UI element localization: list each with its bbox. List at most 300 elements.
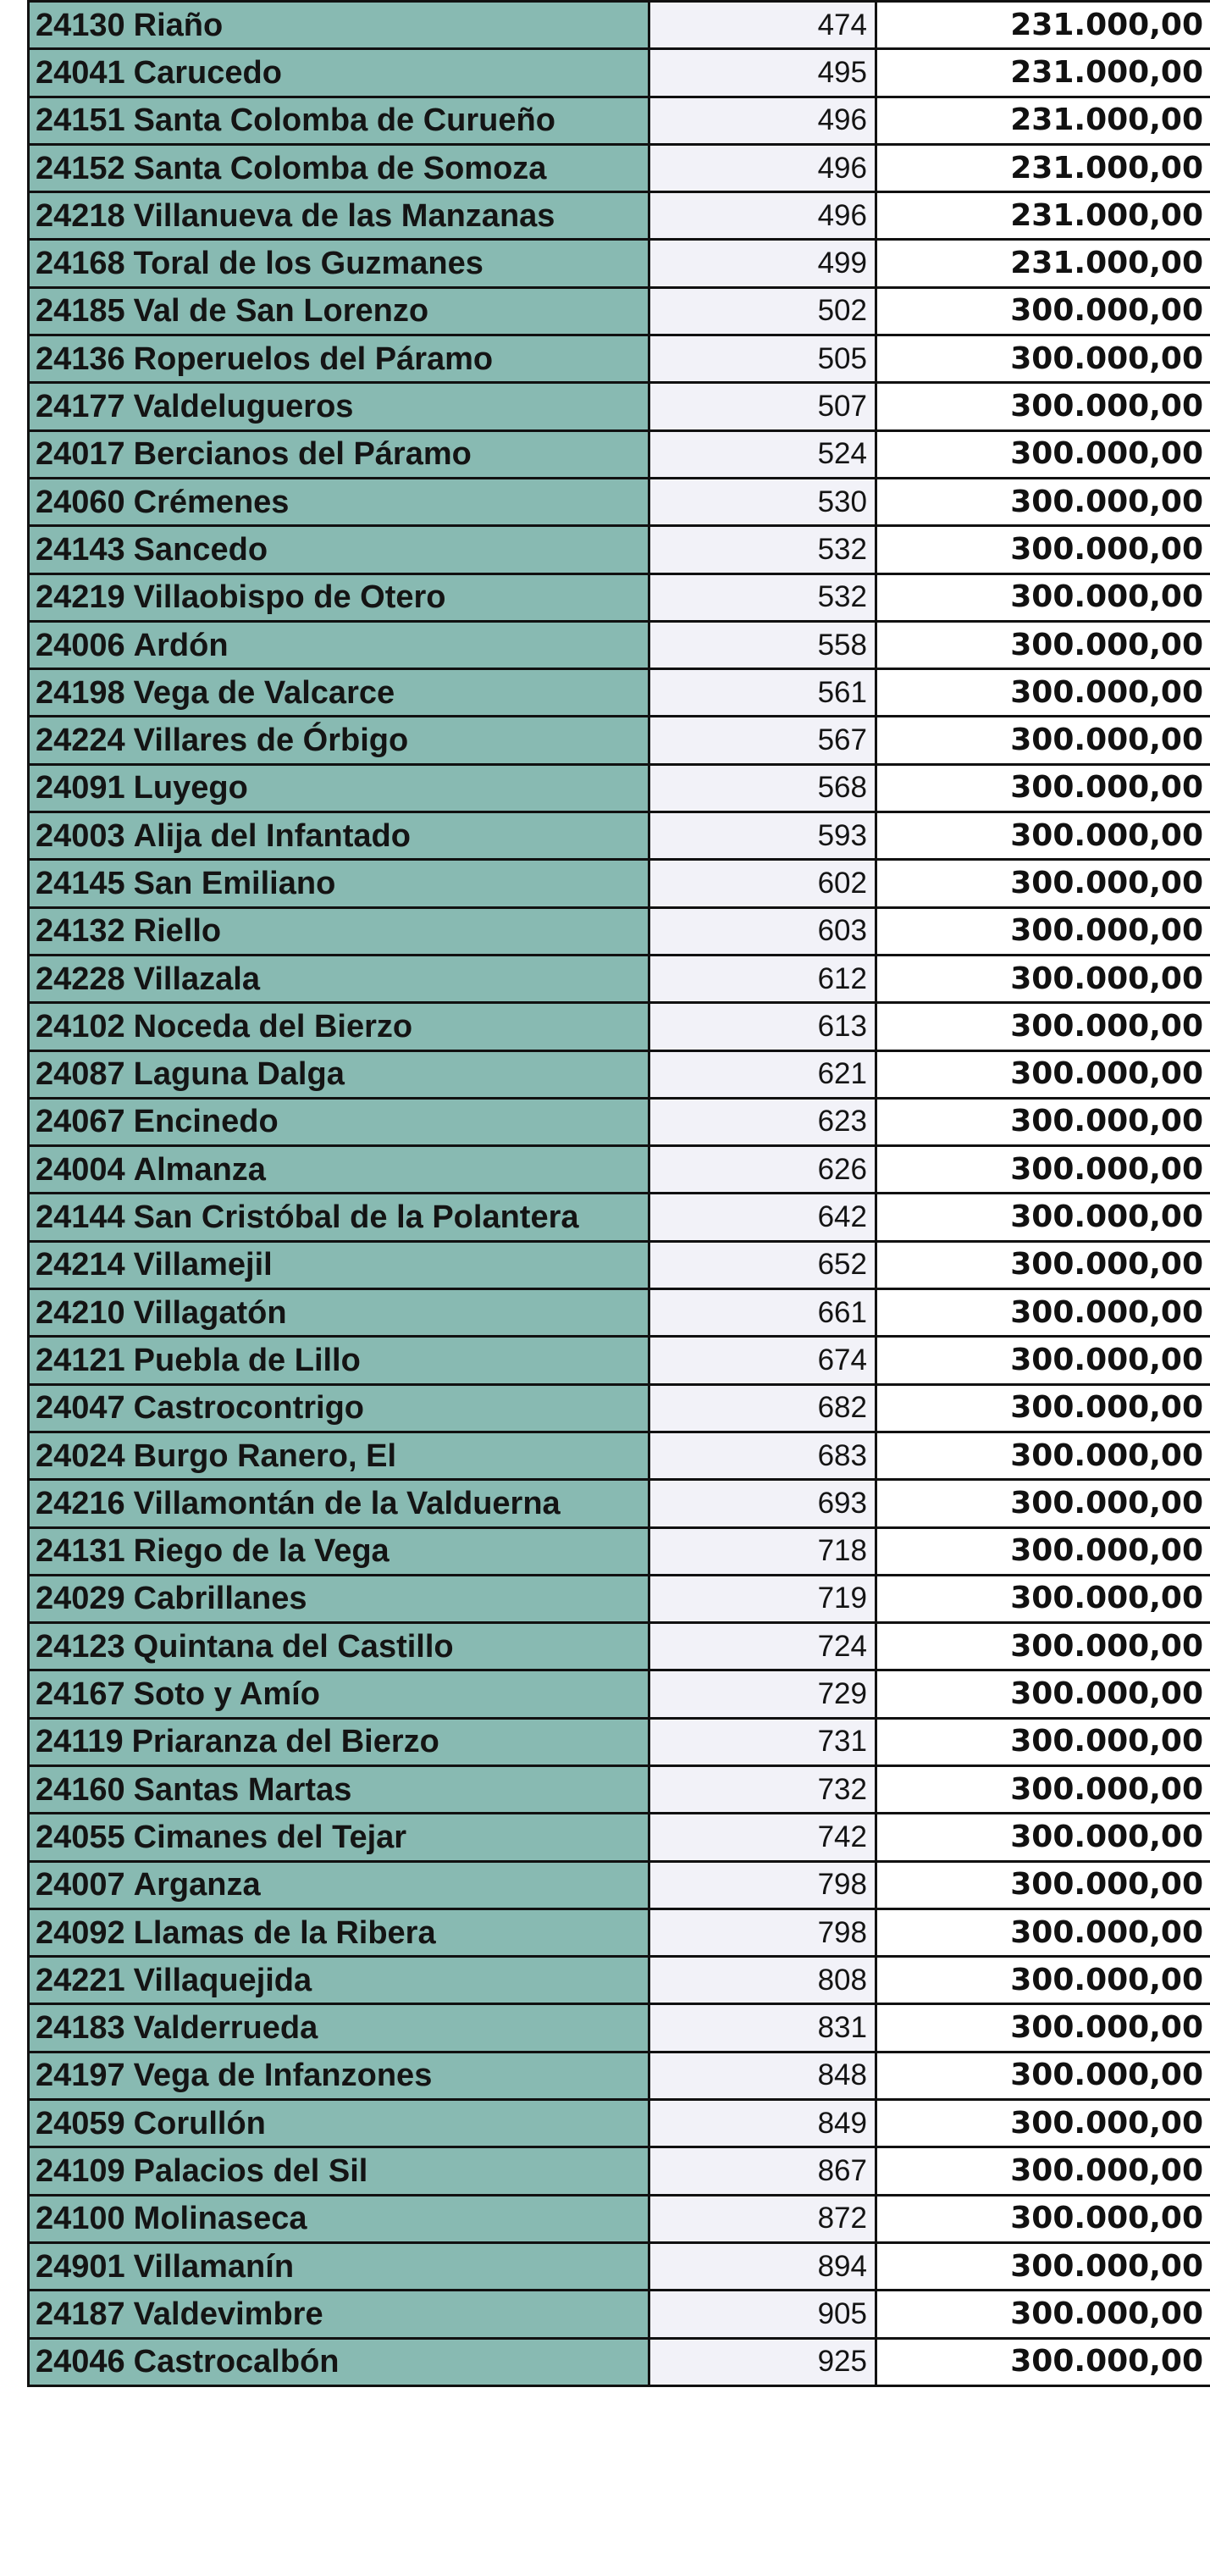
amount-value: 300.000,00 [1010,1628,1203,1664]
municipality-cell[interactable] [29,2052,649,2099]
amount-cell[interactable] [876,621,1210,668]
amount-cell[interactable] [876,2242,1210,2290]
municipality-name: Crémenes [133,484,290,520]
amount-value: 300.000,00 [1010,1581,1203,1616]
amount-value: 300.000,00 [1010,1676,1203,1712]
municipality-label [30,1864,648,1906]
municipality-label [30,99,648,141]
amount-cell[interactable] [876,907,1210,955]
amount-value: 300.000,00 [1010,579,1203,615]
number-cell[interactable] [649,955,876,1002]
municipality-name: Ardón [133,627,229,663]
municipality-label [30,2007,648,2049]
number-cell[interactable] [649,1623,876,1670]
municipality-code: 24216 [36,1485,125,1521]
number-value: 732 [817,1772,867,1806]
municipality-name: Riaño [133,7,224,43]
municipality-cell[interactable] [29,2242,649,2290]
number-cell[interactable] [649,430,876,478]
municipality-code: 24092 [36,1914,125,1951]
table-row [29,1718,1210,1765]
municipality-label [30,1387,648,1429]
table-row [29,1670,1210,1718]
number-value: 925 [817,2345,867,2379]
number-value: 530 [817,485,867,518]
number-cell[interactable] [649,1765,876,1813]
amount-cell[interactable] [876,1670,1210,1718]
table-row [29,812,1210,860]
municipality-cell[interactable] [29,1575,649,1622]
amount-cell[interactable] [876,669,1210,717]
municipality-cell[interactable] [29,1670,649,1718]
municipality-cell[interactable] [29,1337,649,1384]
amount-cell[interactable] [876,1575,1210,1622]
municipality-name: Riello [133,913,222,950]
number-cell[interactable] [649,2100,876,2147]
amount-value: 300.000,00 [1010,723,1203,758]
number-value: 642 [817,1200,867,1234]
amount-cell[interactable] [876,383,1210,430]
municipality-cell[interactable] [29,1765,649,1813]
municipality-label [30,910,648,952]
amount-cell[interactable] [876,1718,1210,1765]
number-cell[interactable] [649,2195,876,2242]
amount-cell[interactable] [876,1623,1210,1670]
municipality-cell[interactable] [29,526,649,573]
number-value: 731 [817,1725,867,1759]
number-cell[interactable] [649,1241,876,1288]
number-cell[interactable] [649,1957,876,2004]
municipality-code: 24221 [36,1962,125,1998]
municipality-cell[interactable] [29,1527,649,1575]
number-cell[interactable] [649,860,876,907]
amount-cell[interactable] [876,1194,1210,1241]
number-cell[interactable] [649,240,876,287]
table-body [29,2,1210,2386]
number-value: 742 [817,1820,867,1853]
number-cell[interactable] [649,1432,876,1479]
amount-value: 300.000,00 [1010,1819,1203,1854]
amount-cell[interactable] [876,1480,1210,1527]
amount-value: 300.000,00 [1010,1199,1203,1235]
municipality-cell[interactable] [29,955,649,1002]
number-value: 867 [817,2154,867,2187]
municipality-name: Quintana del Castillo [133,1628,454,1665]
amount-value: 300.000,00 [1010,865,1203,900]
table-row [29,2147,1210,2195]
amount-value: 300.000,00 [1010,1151,1203,1187]
amount-cell[interactable] [876,2052,1210,2099]
municipality-label [30,958,648,1000]
amount-cell[interactable] [876,1957,1210,2004]
amount-cell[interactable] [876,97,1210,144]
municipality-cell[interactable] [29,1146,649,1194]
municipality-cell[interactable] [29,2147,649,2195]
amount-cell[interactable] [876,2195,1210,2242]
amount-cell[interactable] [876,1432,1210,1479]
municipality-label [30,576,648,618]
municipality-cell[interactable] [29,49,649,97]
municipality-code: 24228 [36,961,125,997]
municipality-label [30,1053,648,1095]
amount-cell[interactable] [876,1765,1210,1813]
amount-cell[interactable] [876,1337,1210,1384]
number-cell[interactable] [649,1861,876,1908]
number-cell[interactable] [649,1337,876,1384]
municipality-name: Roperuelos del Páramo [133,341,494,377]
municipality-cell[interactable] [29,192,649,240]
municipality-label [30,1339,648,1382]
municipality-label [30,719,648,762]
amount-value: 300.000,00 [1010,1104,1203,1139]
amount-value: 300.000,00 [1010,770,1203,806]
table-row [29,1623,1210,1670]
municipality-cell[interactable] [29,2100,649,2147]
table-row [29,192,1210,240]
municipality-name: Llamas de la Ribera [133,1914,436,1951]
amount-cell[interactable] [876,1814,1210,1861]
table-row [29,907,1210,955]
number-cell[interactable] [649,669,876,717]
amount-cell[interactable] [876,144,1210,191]
municipality-code: 24167 [36,1676,125,1713]
municipality-code: 24109 [36,2153,125,2189]
amount-cell[interactable] [876,1527,1210,1575]
municipality-cell[interactable] [29,1957,649,2004]
municipality-cell[interactable] [29,717,649,764]
municipality-name: Alija del Infantado [133,817,411,854]
municipality-code: 24132 [36,913,125,950]
municipality-code: 24144 [36,1199,125,1236]
number-value: 724 [817,1629,867,1663]
municipality-name: Villamanín [133,2248,295,2285]
number-cell[interactable] [649,2052,876,2099]
municipality-cell[interactable] [29,1098,649,1145]
amount-cell[interactable] [876,1003,1210,1050]
municipality-cell[interactable] [29,1861,649,1908]
number-value: 808 [817,1963,867,1997]
number-cell[interactable] [649,2291,876,2338]
number-cell[interactable] [649,1527,876,1575]
number-value: 505 [817,341,867,375]
municipality-label [30,1577,648,1620]
municipality-cell[interactable] [29,1194,649,1241]
number-value: 652 [817,1248,867,1282]
amount-value: 300.000,00 [1010,436,1203,472]
amount-value: 300.000,00 [1010,1867,1203,1903]
municipality-name: Molinaseca [133,2201,307,2237]
municipality-cell[interactable] [29,2338,649,2385]
number-value: 798 [817,1915,867,1949]
number-value: 905 [817,2296,867,2330]
municipality-code: 24006 [36,627,125,663]
amount-cell[interactable] [876,49,1210,97]
amount-cell[interactable] [876,1050,1210,1098]
municipality-cell[interactable] [29,860,649,907]
amount-cell[interactable] [876,2,1210,49]
municipality-label [30,1959,648,2002]
number-value: 496 [817,151,867,185]
municipality-code: 24198 [36,674,125,711]
amount-cell[interactable] [876,1861,1210,1908]
amount-cell[interactable] [876,2004,1210,2052]
number-cell[interactable] [649,907,876,955]
amount-cell[interactable] [876,1908,1210,1956]
amount-cell[interactable] [876,287,1210,335]
amount-cell[interactable] [876,955,1210,1002]
municipality-name: Priaranza del Bierzo [131,1724,439,1760]
municipality-cell[interactable] [29,97,649,144]
municipality-code: 24007 [36,1867,125,1903]
municipality-cell[interactable] [29,383,649,430]
municipality-cell[interactable] [29,1432,649,1479]
number-cell[interactable] [649,2004,876,2052]
number-cell[interactable] [649,2,876,49]
municipality-cell[interactable] [29,1623,649,1670]
municipality-label [30,52,648,94]
municipality-code: 24219 [36,579,125,616]
municipality-name: Burgo Ranero, El [133,1438,397,1474]
number-value: 603 [817,914,867,948]
number-value: 719 [817,1582,867,1615]
amount-value: 300.000,00 [1010,1294,1203,1330]
number-value: 661 [817,1295,867,1329]
number-cell[interactable] [649,1003,876,1050]
amount-cell[interactable] [876,240,1210,287]
number-value: 848 [817,2058,867,2092]
municipality-code: 24123 [36,1628,125,1665]
municipality-cell[interactable] [29,287,649,335]
municipality-label [30,815,648,857]
number-cell[interactable] [649,1098,876,1145]
municipality-code: 24055 [36,1819,125,1855]
municipality-table [27,0,1210,2387]
municipality-cell[interactable] [29,2,649,49]
municipality-cell[interactable] [29,1289,649,1337]
amount-cell[interactable] [876,717,1210,764]
table-row [29,669,1210,717]
municipality-cell[interactable] [29,430,649,478]
number-value: 621 [817,1057,867,1091]
municipality-cell[interactable] [29,621,649,668]
municipality-cell[interactable] [29,2004,649,2052]
municipality-cell[interactable] [29,907,649,955]
municipality-cell[interactable] [29,240,649,287]
number-value: 894 [817,2249,867,2283]
municipality-code: 24059 [36,2105,125,2141]
municipality-label [30,1435,648,1477]
municipality-name: Cabrillanes [133,1581,307,1617]
municipality-label [30,2246,648,2288]
municipality-cell[interactable] [29,1050,649,1098]
number-cell[interactable] [649,383,876,430]
municipality-label [30,1673,648,1715]
number-cell[interactable] [649,1050,876,1098]
amount-value: 300.000,00 [1010,1008,1203,1044]
amount-value: 300.000,00 [1010,1962,1203,1997]
number-cell[interactable] [649,2147,876,2195]
municipality-cell[interactable] [29,669,649,717]
municipality-name: Carucedo [133,54,282,91]
amount-value: 300.000,00 [1010,2153,1203,2188]
municipality-label [30,385,648,428]
municipality-cell[interactable] [29,1814,649,1861]
number-cell[interactable] [649,1194,876,1241]
amount-cell[interactable] [876,1289,1210,1337]
municipality-code: 24160 [36,1771,125,1808]
table-row [29,764,1210,812]
municipality-name: Toral de los Guzmanes [133,246,483,282]
amount-cell[interactable] [876,1241,1210,1288]
number-value: 593 [817,818,867,852]
municipality-code: 24185 [36,293,125,330]
table-row [29,1289,1210,1337]
amount-cell[interactable] [876,2100,1210,2147]
amount-value: 300.000,00 [1010,484,1203,519]
number-cell[interactable] [649,1146,876,1194]
amount-cell[interactable] [876,860,1210,907]
amount-cell[interactable] [876,526,1210,573]
number-cell[interactable] [649,764,876,812]
municipality-code: 24130 [36,7,125,43]
amount-cell[interactable] [876,2147,1210,2195]
number-cell[interactable] [649,335,876,383]
municipality-label [30,1149,648,1191]
municipality-name: Arganza [133,1867,261,1903]
amount-value: 300.000,00 [1010,1485,1203,1521]
municipality-cell[interactable] [29,812,649,860]
number-cell[interactable] [649,621,876,668]
amount-value: 300.000,00 [1010,293,1203,329]
number-cell[interactable] [649,812,876,860]
amount-cell[interactable] [876,764,1210,812]
municipality-cell[interactable] [29,1003,649,1050]
amount-cell[interactable] [876,335,1210,383]
municipality-cell[interactable] [29,1718,649,1765]
amount-cell[interactable] [876,2338,1210,2385]
table-row [29,1003,1210,1050]
number-value: 558 [817,628,867,662]
table-row [29,1384,1210,1432]
number-cell[interactable] [649,144,876,191]
municipality-label [30,2102,648,2145]
number-cell[interactable] [649,1908,876,1956]
municipality-cell[interactable] [29,335,649,383]
municipality-code: 24004 [36,1151,125,1188]
amount-cell[interactable] [876,573,1210,621]
amount-value: 300.000,00 [1010,1914,1203,1950]
number-cell[interactable] [649,1480,876,1527]
amount-value: 231.000,00 [1010,150,1203,186]
municipality-code: 24121 [36,1342,125,1378]
number-cell[interactable] [649,97,876,144]
municipality-cell[interactable] [29,2291,649,2338]
number-value: 674 [817,1343,867,1377]
municipality-code: 24183 [36,2010,125,2047]
table-row [29,573,1210,621]
number-cell[interactable] [649,1670,876,1718]
table-row [29,1480,1210,1527]
number-cell[interactable] [649,1289,876,1337]
number-value: 693 [817,1486,867,1520]
amount-cell[interactable] [876,478,1210,525]
table-row [29,1241,1210,1288]
number-cell[interactable] [649,717,876,764]
table-row [29,144,1210,191]
amount-cell[interactable] [876,430,1210,478]
municipality-cell[interactable] [29,2195,649,2242]
municipality-code: 24047 [36,1390,125,1426]
number-cell[interactable] [649,192,876,240]
municipality-cell[interactable] [29,764,649,812]
amount-cell[interactable] [876,2291,1210,2338]
municipality-name: Corullón [133,2105,266,2141]
amount-cell[interactable] [876,1146,1210,1194]
municipality-label [30,481,648,524]
number-cell[interactable] [649,49,876,97]
amount-cell[interactable] [876,192,1210,240]
municipality-name: Valdelugueros [133,389,354,425]
municipality-label [30,1530,648,1572]
municipality-label [30,433,648,475]
number-cell[interactable] [649,1718,876,1765]
amount-cell[interactable] [876,1384,1210,1432]
municipality-name: Villazala [133,961,260,997]
number-cell[interactable] [649,287,876,335]
number-cell[interactable] [649,1575,876,1622]
amount-value: 300.000,00 [1010,1724,1203,1759]
number-cell[interactable] [649,478,876,525]
amount-value: 300.000,00 [1010,1247,1203,1282]
table-row [29,383,1210,430]
number-cell[interactable] [649,1814,876,1861]
municipality-cell[interactable] [29,1241,649,1288]
municipality-cell[interactable] [29,144,649,191]
number-value: 612 [817,961,867,995]
number-cell[interactable] [649,2338,876,2385]
municipality-cell[interactable] [29,1908,649,1956]
number-cell[interactable] [649,2242,876,2290]
municipality-name: Castrocontrigo [133,1390,365,1426]
amount-cell[interactable] [876,812,1210,860]
municipality-code: 24024 [36,1438,125,1474]
number-cell[interactable] [649,573,876,621]
number-value: 623 [817,1105,867,1138]
number-value: 567 [817,723,867,757]
table-row [29,1814,1210,1861]
number-cell[interactable] [649,1384,876,1432]
amount-value: 231.000,00 [1010,102,1203,138]
municipality-cell[interactable] [29,1384,649,1432]
municipality-code: 24131 [36,1533,125,1570]
municipality-name: Villagatón [133,1294,287,1331]
municipality-code: 24119 [36,1724,124,1760]
municipality-code: 24029 [36,1581,125,1617]
table-row [29,621,1210,668]
amount-value: 300.000,00 [1010,2010,1203,2046]
municipality-cell[interactable] [29,573,649,621]
table-row [29,717,1210,764]
municipality-name: Villamejil [133,1247,273,1283]
number-value: 499 [817,247,867,280]
amount-value: 300.000,00 [1010,1533,1203,1569]
municipality-cell[interactable] [29,478,649,525]
amount-cell[interactable] [876,1098,1210,1145]
number-cell[interactable] [649,526,876,573]
municipality-cell[interactable] [29,1480,649,1527]
table-row [29,2242,1210,2290]
municipality-label [30,1482,648,1525]
